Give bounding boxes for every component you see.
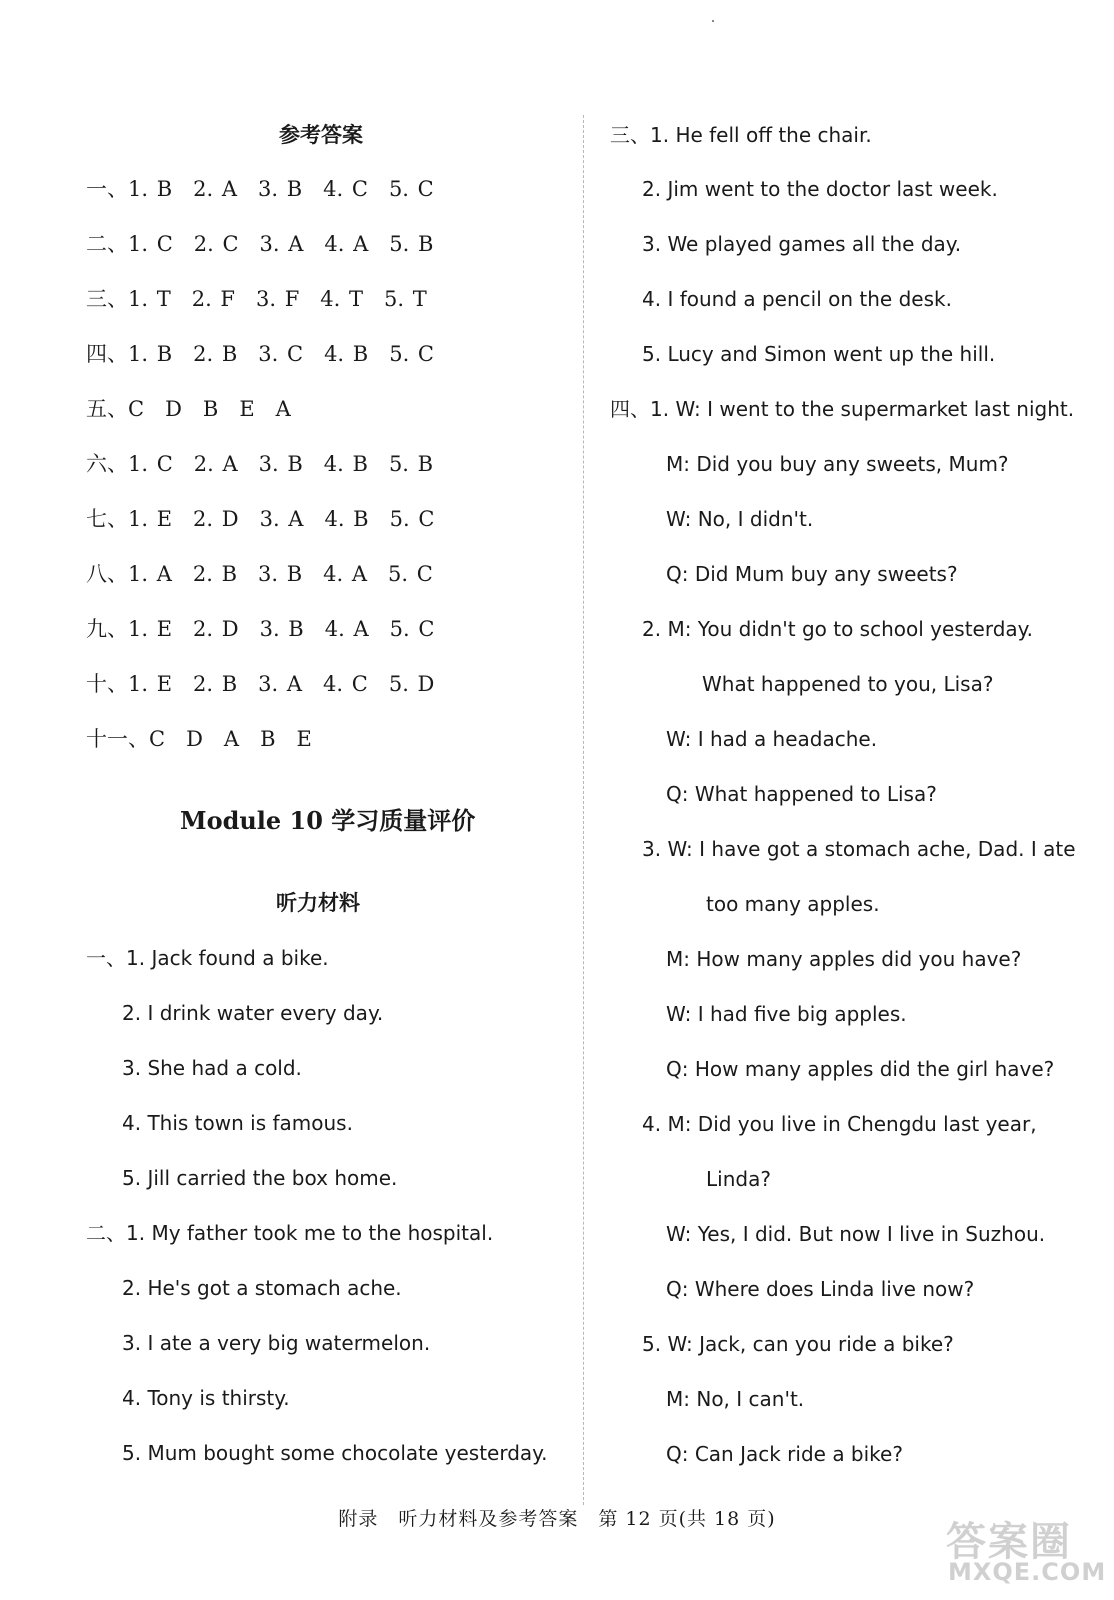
listening-line: Q: Where does Linda live now? [666, 1277, 975, 1301]
listening-line: M: How many apples did you have? [666, 947, 1022, 971]
listening-line: 5. Mum bought some chocolate yesterday. [122, 1441, 548, 1465]
answer-row: 三、1. T 2. F 3. F 4. T 5. T [86, 287, 427, 311]
answer-row: 十、1. E 2. B 3. A 4. C 5. D [86, 672, 435, 696]
listening-line: 4. This town is famous. [122, 1111, 353, 1135]
module-title: Module 10 学习质量评价 [180, 806, 476, 835]
listening-line: Q: Did Mum buy any sweets? [666, 562, 958, 586]
listening-line: 三、1. He fell off the chair. [610, 123, 872, 147]
listening-line: 一、1. Jack found a bike. [86, 946, 329, 970]
listening-line: Q: Can Jack ride a bike? [666, 1442, 903, 1466]
listening-line: 3. We played games all the day. [642, 232, 962, 256]
answer-row: 九、1. E 2. D 3. B 4. A 5. C [86, 617, 435, 641]
listening-line: 4. Tony is thirsty. [122, 1386, 290, 1410]
listening-line: M: No, I can't. [666, 1387, 805, 1411]
listening-line: 4. M: Did you live in Chengdu last year, [642, 1112, 1037, 1136]
answers-heading: 参考答案 [279, 123, 363, 147]
listening-line: Q: What happened to Lisa? [666, 782, 937, 806]
watermark-logo [946, 1510, 1107, 1588]
listening-line: 3. W: I have got a stomach ache, Dad. I ate [642, 837, 1076, 861]
answer-row: 八、1. A 2. B 3. B 4. A 5. C [86, 562, 433, 586]
answer-row: 十一、C D A B E [86, 727, 312, 751]
watermark-text: 答案圈 [946, 1519, 1072, 1565]
answer-row: 一、1. B 2. A 3. B 4. C 5. C [86, 177, 434, 201]
answer-row: 六、1. C 2. A 3. B 4. B 5. B [86, 452, 434, 476]
column-divider [583, 115, 584, 1505]
listening-line: 2. M: You didn't go to school yesterday. [642, 617, 1034, 641]
listening-line: Q: How many apples did the girl have? [666, 1057, 1055, 1081]
answer-row: 七、1. E 2. D 3. A 4. B 5. C [86, 507, 435, 531]
listening-line: W: I had a headache. [666, 727, 878, 751]
page-footer: 附录 听力材料及参考答案 第 12 页(共 18 页) [338, 1508, 776, 1530]
listening-line: 5. Jill carried the box home. [122, 1166, 398, 1190]
answer-row: 五、C D B E A [86, 397, 291, 421]
listening-line: W: Yes, I did. But now I live in Suzhou. [666, 1222, 1046, 1246]
listening-line: 3. She had a cold. [122, 1056, 302, 1080]
listening-line: 5. W: Jack, can you ride a bike? [642, 1332, 954, 1356]
answer-row: 二、1. C 2. C 3. A 4. A 5. B [86, 232, 434, 256]
watermark-url: MXQE.COM [948, 1558, 1107, 1586]
scan-speck [712, 20, 714, 22]
listening-line: too many apples. [706, 892, 880, 916]
listening-heading: 听力材料 [276, 891, 360, 915]
listening-line: What happened to you, Lisa? [702, 672, 994, 696]
listening-line: 5. Lucy and Simon went up the hill. [642, 342, 996, 366]
listening-line: 3. I ate a very big watermelon. [122, 1331, 431, 1355]
listening-line: 二、1. My father took me to the hospital. [86, 1221, 494, 1245]
listening-line: 2. I drink water every day. [122, 1001, 384, 1025]
answer-row: 四、1. B 2. B 3. C 4. B 5. C [86, 342, 434, 366]
listening-line: W: No, I didn't. [666, 507, 814, 531]
listening-line: Linda? [706, 1167, 771, 1191]
listening-line: 4. I found a pencil on the desk. [642, 287, 952, 311]
listening-line: M: Did you buy any sweets, Mum? [666, 452, 1009, 476]
listening-line: 2. He's got a stomach ache. [122, 1276, 402, 1300]
listening-line: 四、1. W: I went to the supermarket last night. [610, 397, 1075, 421]
listening-line: 2. Jim went to the doctor last week. [642, 177, 998, 201]
listening-line: W: I had five big apples. [666, 1002, 907, 1026]
